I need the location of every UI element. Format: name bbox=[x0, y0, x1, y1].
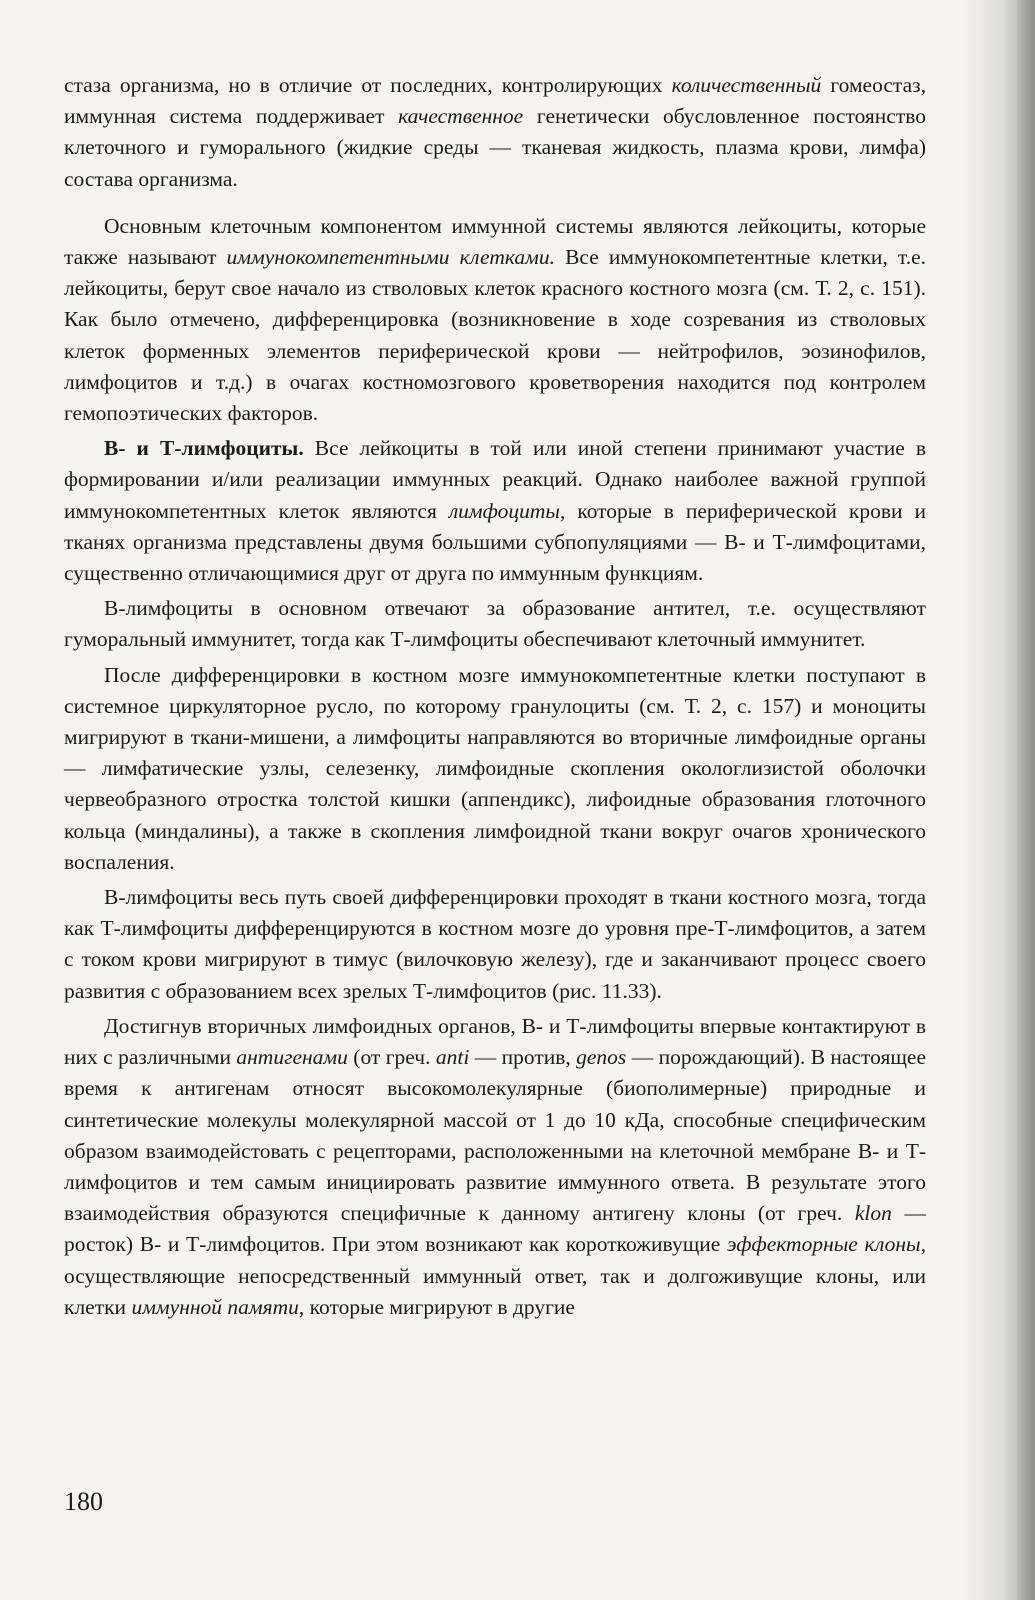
italic-term: качественное bbox=[398, 104, 524, 129]
italic-term: лимфоциты bbox=[448, 498, 560, 523]
paragraph bbox=[64, 1011, 926, 1323]
italic-term: klon bbox=[854, 1201, 892, 1226]
paragraph bbox=[64, 211, 926, 429]
text-run: — росток) В- и Т-лимфоцитов. При этом возникают как короткоживущие bbox=[64, 1201, 926, 1257]
text-run: В-лимфоциты в основном отвечают за образование антител, т.е. осуществляют гуморальный иммунитет, тогда как Т-лимфоциты обеспечивают клеточный иммунитет. bbox=[64, 596, 926, 652]
text-run: Основным клеточным компонентом иммунной системы являются лейкоциты, которые также называют bbox=[64, 213, 926, 270]
text-run: — порождающий). В настоящее время к антигенам относят высокомолекулярные (биополимерные) природные и синтетические молекулы молекулярной массой от 1 до 10 кДа, способные специфическим образом взаимодейстовать с рецепторами, расположенными на клеточной мембране В- и Т-лимфоцитов и тем самым инициировать развитие иммунного ответа. В результате этого взаимодействия образуются специфичные к данному антигену клоны (от греч. bbox=[64, 1045, 927, 1226]
paragraph bbox=[64, 433, 926, 589]
scan-book-edge bbox=[1017, 0, 1035, 1600]
text-run: (от греч. bbox=[347, 1045, 436, 1070]
text-run: Достигнув вторичных лимфоидных органов, В- и Т-лимфоциты впервые контактируют в них с различными bbox=[64, 1013, 926, 1070]
paragraph bbox=[64, 660, 926, 878]
paragraph bbox=[64, 882, 926, 1007]
text-run: , которые мигрируют в другие bbox=[298, 1294, 575, 1319]
italic-term: антигенами bbox=[236, 1045, 348, 1070]
italic-term: иммунной памяти bbox=[131, 1294, 299, 1319]
scan-edge-shadow bbox=[965, 0, 1035, 1600]
paragraph bbox=[64, 593, 926, 655]
italic-term: количественный bbox=[671, 73, 822, 97]
page-body bbox=[64, 70, 926, 1327]
text-run: — против, bbox=[469, 1045, 577, 1070]
bold-heading: В- и Т-лимфоциты. bbox=[104, 436, 304, 461]
italic-term: genos bbox=[576, 1045, 627, 1070]
italic-term: эффекторные клоны bbox=[727, 1232, 921, 1257]
text-run: Все лейкоциты в той или иной степени принимают участие в формировании и/или реализации иммунных реакций. Однако наиболее важной группой иммунокомпетентных клеток являются bbox=[64, 436, 927, 523]
text-run: , которые в периферической крови и тканях организма представлены двумя большими субпопуляциями — В- и Т-лимфоцитами, существенно отличающимися друг от друга по иммунным функциям. bbox=[64, 498, 926, 586]
text-run: генетически обусловленное постоянство клеточного и гуморального (жидкие среды — тканевая жидкость, плазма крови, лимфа) состава организма. bbox=[64, 104, 926, 191]
italic-term: иммунокомпетентными клетками. bbox=[226, 245, 555, 270]
text-run: Все иммунокомпетентные клетки, т.е. лейкоциты, берут свое начало из стволовых клеток красного костного мозга (см. Т. 2, с. 151). Как было отмечено, дифференцировка (возникновение в ходе созревания из стволовых клеток форменных элементов периферической крови — нейтрофилов, эозинофилов, лимфоцитов и т.д.) в очагах костномозгового кроветворения находится под контролем гемопоэтических факторов. bbox=[64, 245, 926, 426]
text-run: стаза организма, но в отличие от последних, контролирующих bbox=[64, 73, 672, 97]
text-run: гомеостаз, иммунная система поддерживает bbox=[64, 73, 926, 129]
page-number: 180 bbox=[64, 1487, 103, 1516]
text-run: В-лимфоциты весь путь своей дифференцировки проходят в ткани костного мозга, тогда как Т-лимфоциты дифференцируются в костном мозге до уровня пре-Т-лимфоцитов, а затем с током крови мигрируют в тимус (вилочковую железу), где и заканчивают процесс своего развития с образованием всех зрелых Т-лимфоцитов (рис. 11.33). bbox=[64, 885, 926, 1003]
text-run: После дифференцировки в костном мозге иммунокомпетентные клетки поступают в системное циркуляторное русло, по которому гранулоциты (см. Т. 2, с. 157) и моноциты мигрируют в ткани-мишени, а лимфоциты направляются во вторичные лимфоидные органы — лимфатические узлы, селезенку, лимфоидные скопления окологлизистой оболочки червеобразного отростка толстой кишки (аппендикс), лифоидные образования глоточного кольца (миндалины), а также в скопления лимфоидной ткани вокруг очагов хронического воспаления. bbox=[64, 662, 926, 874]
italic-term: anti bbox=[435, 1045, 470, 1070]
text-run: , осуществляющие непосредственный иммунный ответ, так и долгоживущие клоны, или клетки bbox=[64, 1232, 926, 1319]
paragraph bbox=[64, 70, 926, 195]
